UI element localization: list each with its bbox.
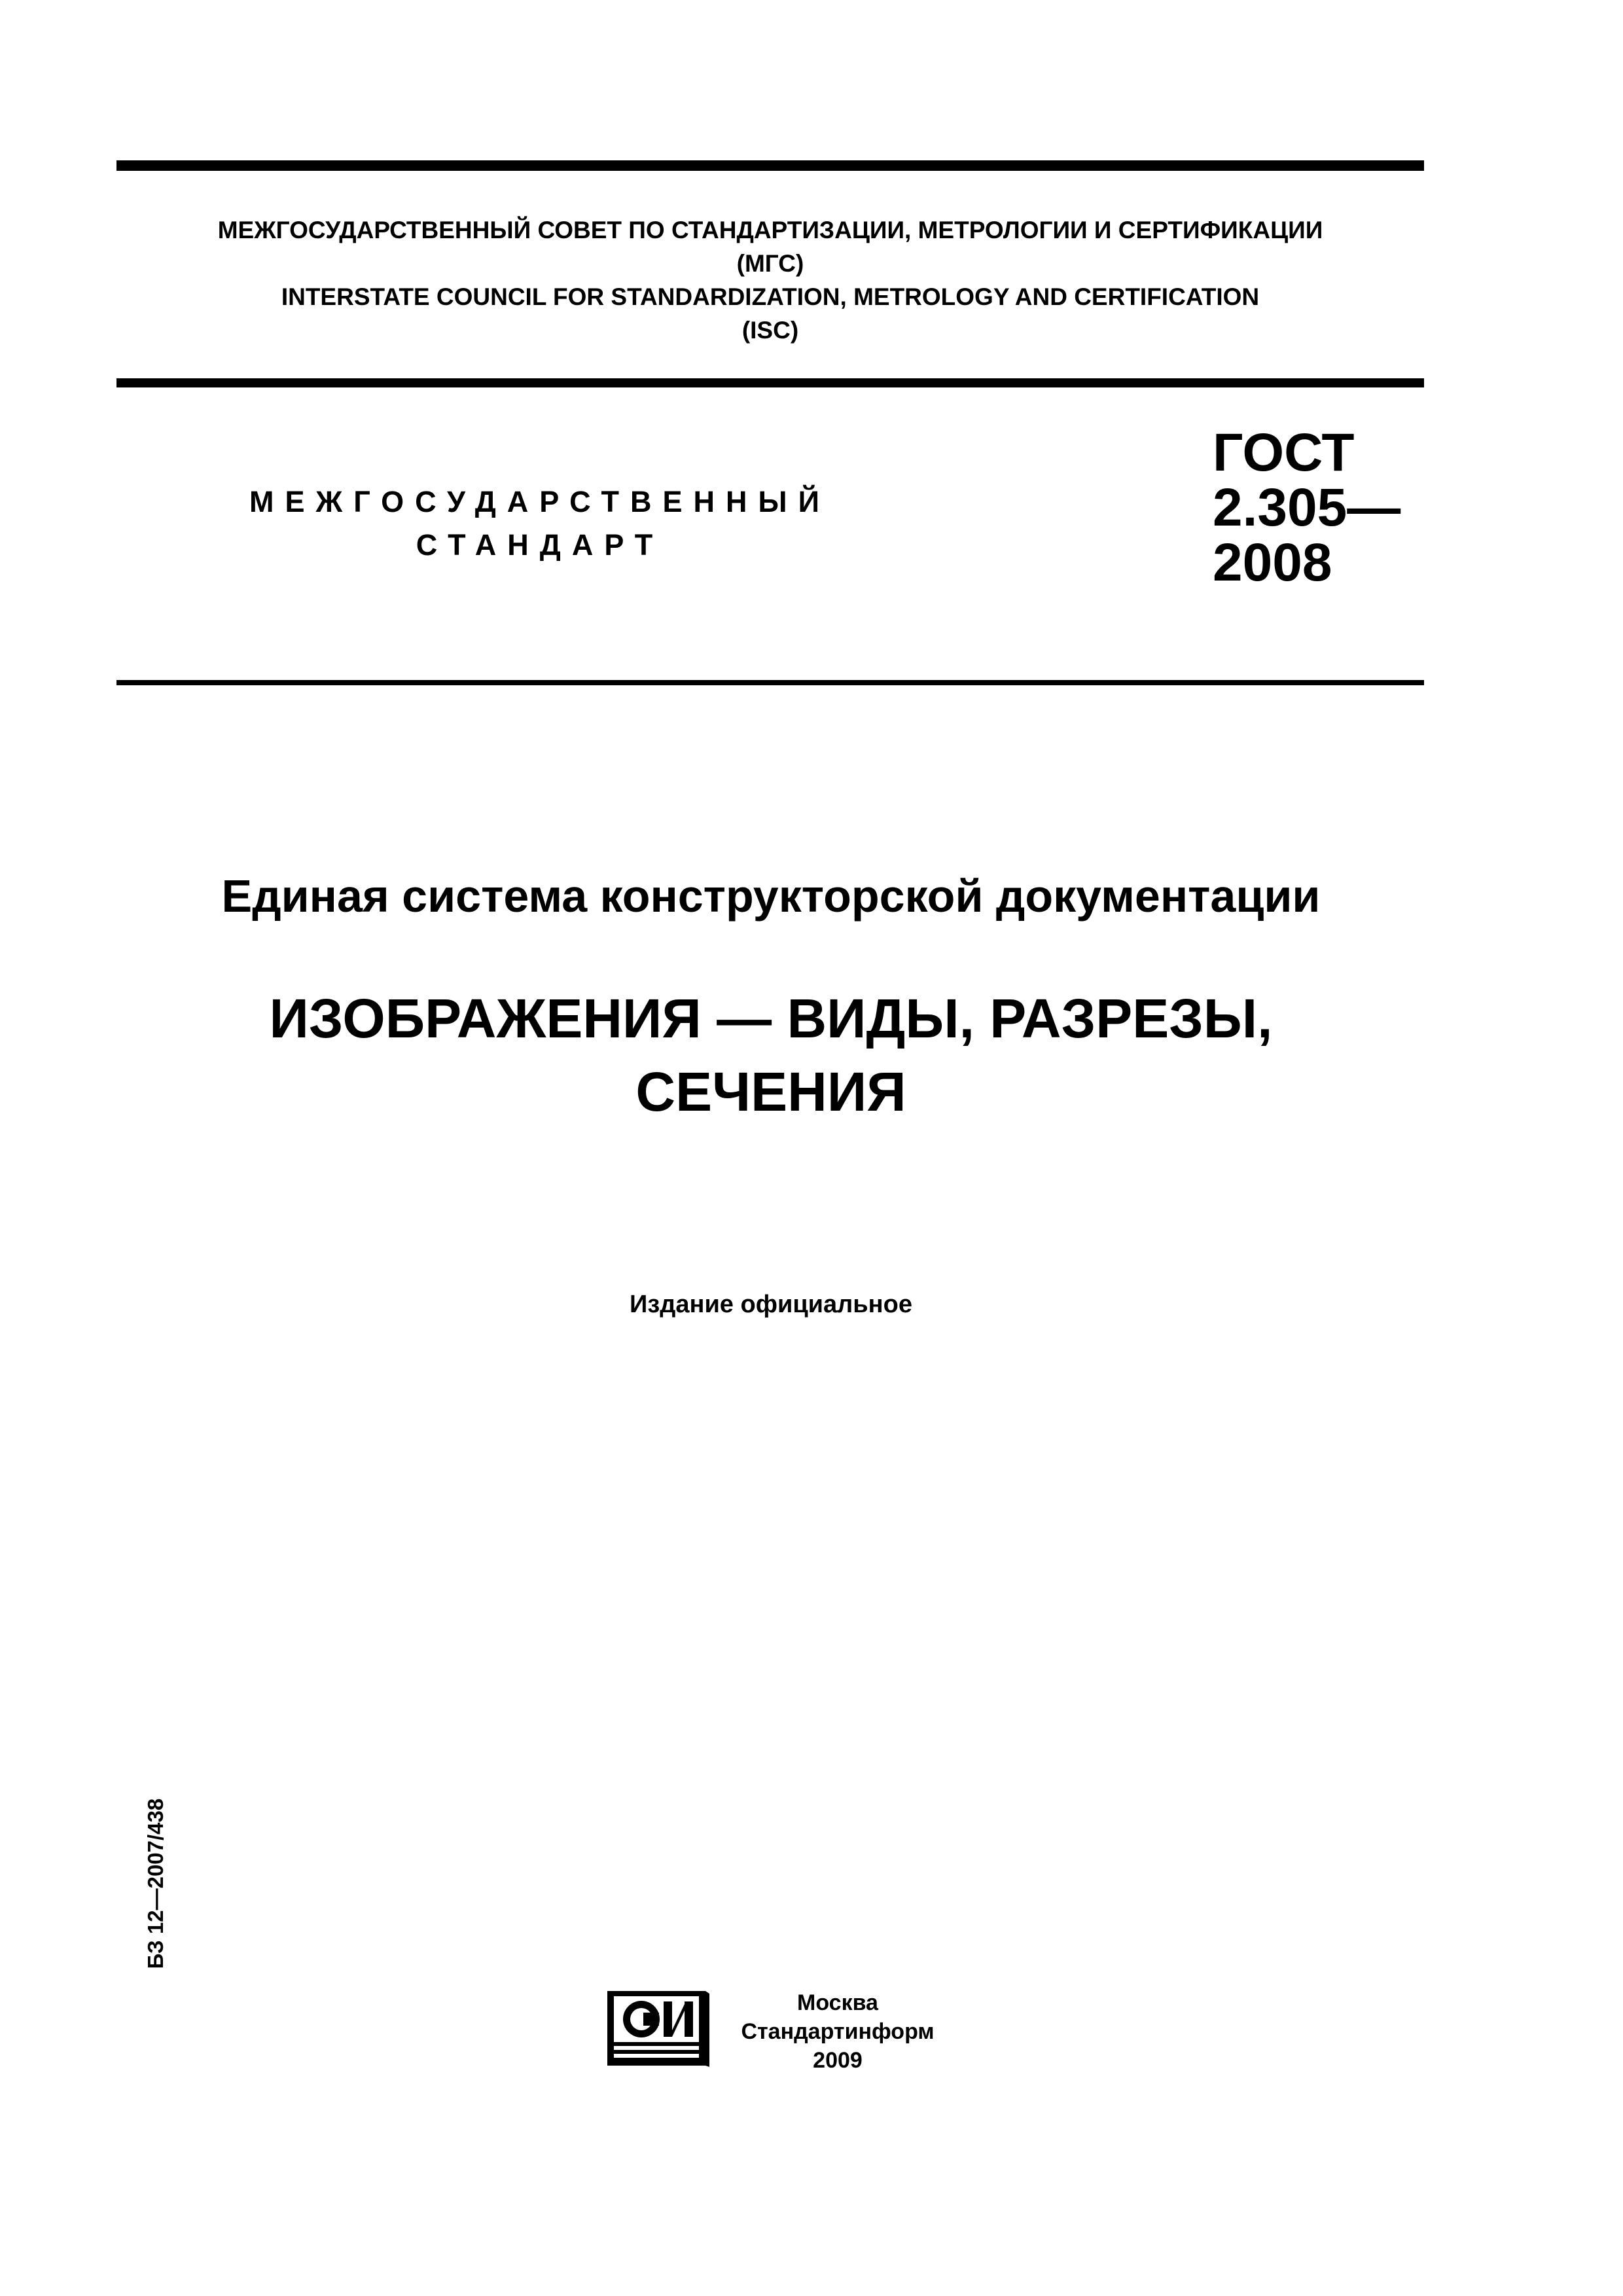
designation-prefix: ГОСТ	[1213, 423, 1355, 482]
document-title	[116, 982, 1425, 1128]
side-code: БЗ 12—2007/438	[143, 1798, 168, 1969]
council-name-ru: МЕЖГОСУДАРСТВЕННЫЙ СОВЕТ ПО СТАНДАРТИЗАЦИИ, МЕТРОЛОГИИ И СЕРТИФИКАЦИИ	[217, 217, 1323, 243]
header-rule	[116, 378, 1424, 387]
document-title-line2: СЕЧЕНИЯ	[635, 1061, 906, 1122]
designation-rule	[116, 680, 1424, 685]
publisher-year: 2009	[813, 2048, 863, 2073]
top-rule	[116, 160, 1424, 171]
council-abbr-en: (ISC)	[741, 317, 799, 344]
council-header	[116, 213, 1424, 347]
publisher-name: Стандартинформ	[741, 2019, 935, 2044]
standard-type-line2: СТАНДАРТ	[416, 528, 664, 562]
council-abbr-ru: (МГС)	[736, 250, 804, 277]
edition-note: Издание официальное	[630, 1291, 912, 1318]
publisher-city: Москва	[797, 1990, 878, 2015]
standard-designation	[1213, 425, 1400, 590]
designation-year: 2008	[1213, 533, 1332, 592]
standard-type	[196, 480, 883, 567]
document-title-line1: ИЗОБРАЖЕНИЯ — ВИДЫ, РАЗРЕЗЫ,	[269, 988, 1273, 1049]
standard-type-line1: МЕЖГОСУДАРСТВЕННЫЙ	[249, 485, 830, 518]
standartinform-logo-icon	[607, 1990, 709, 2067]
publisher-block	[726, 1988, 949, 2075]
series-title: Единая система конструкторской документации	[221, 870, 1321, 922]
council-name-en: INTERSTATE COUNCIL FOR STANDARDIZATION, METROLOGY AND CERTIFICATION	[281, 283, 1260, 310]
designation-number: 2.305—	[1213, 478, 1401, 537]
